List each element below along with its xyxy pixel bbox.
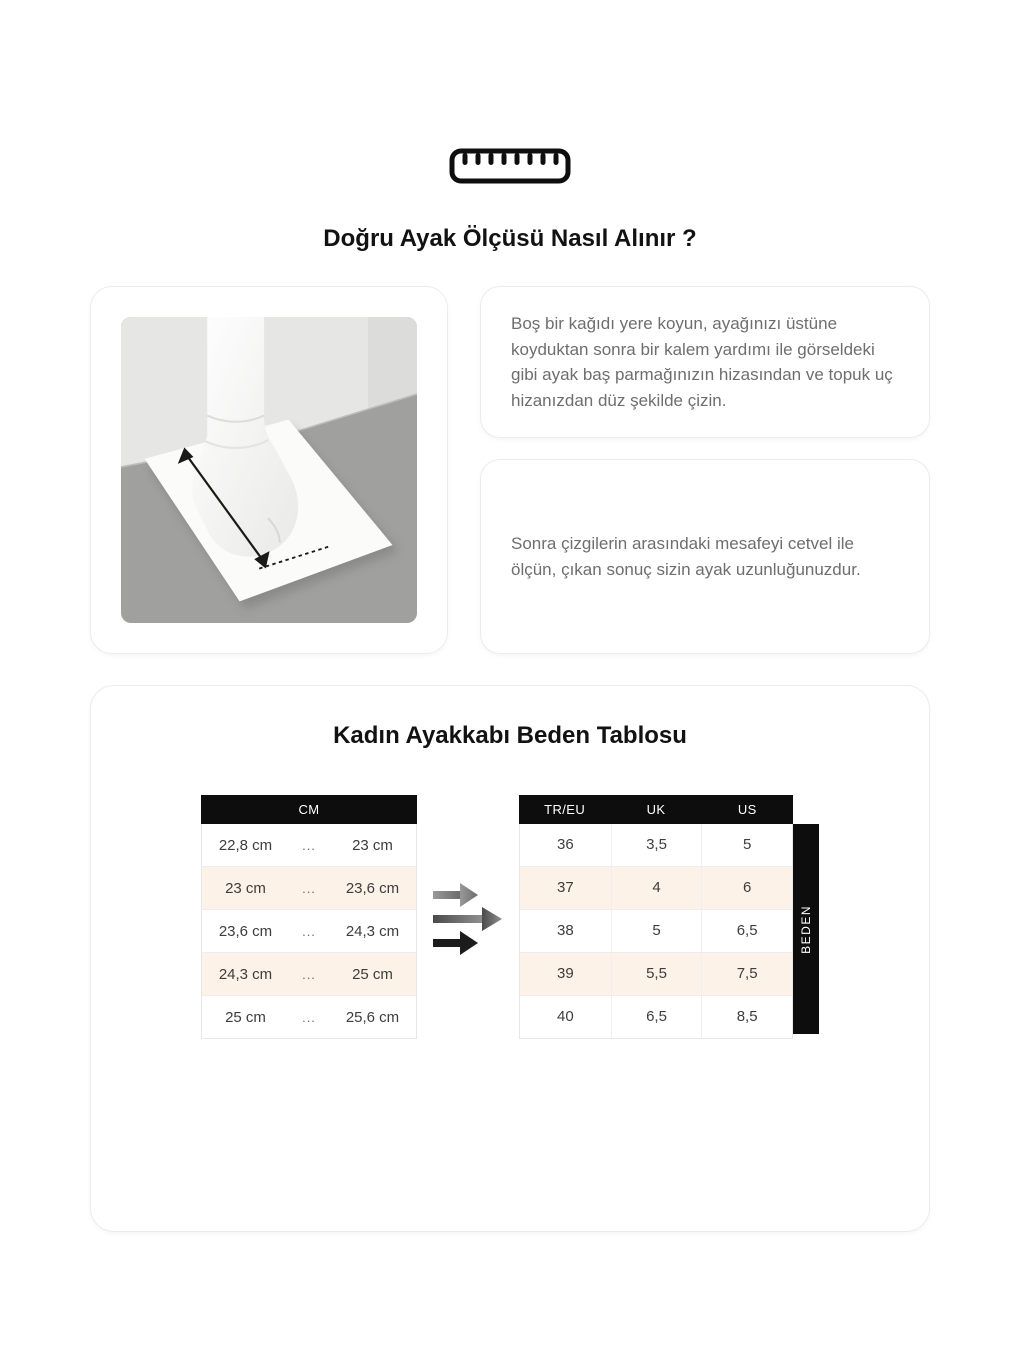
cm-range-dots: ... [302, 880, 316, 896]
cm-table-row [202, 953, 416, 996]
cm-min-value: 23,6 cm [218, 922, 273, 940]
cm-min-value: 25 cm [225, 1008, 266, 1026]
size-cell-tr-eu: 40 [556, 1008, 574, 1025]
measure-photo-card [90, 286, 448, 654]
conversion-arrows-icon [431, 882, 507, 956]
cm-table-row [202, 996, 416, 1038]
size-table-body [519, 824, 793, 1039]
size-table-row [520, 910, 792, 953]
size-table-row [520, 996, 792, 1038]
ruler-icon [449, 148, 571, 189]
size-table-header-us: US [737, 802, 757, 817]
size-conversion-table [519, 795, 793, 1039]
beden-side-bar [793, 824, 819, 1034]
cm-min-value: 22,8 cm [218, 836, 273, 854]
size-cell-uk: 5 [611, 910, 702, 952]
cm-min-value: 23 cm [225, 879, 266, 897]
beden-side-label: BEDEN [799, 904, 813, 954]
size-chart-card [90, 685, 930, 1232]
size-cell-tr-eu: 36 [556, 836, 574, 853]
instruction-text-draw: Boş bir kağıdı yere koyun, ayağınızı üstüne koyduktan sonra bir kalem yardımı ile görseldeki gibi ayak baş parmağınızın hizasından ve topuk uç hizanızdan düz şekilde çizin. [511, 314, 893, 410]
size-cell-tr-eu: 38 [556, 922, 574, 939]
page-title: Doğru Ayak Ölçüsü Nasıl Alınır ? [323, 225, 697, 252]
foot-measurement-photo [121, 317, 417, 623]
cm-table-body [201, 824, 417, 1039]
size-cell-tr-eu: 39 [556, 965, 574, 982]
size-cell-uk: 4 [611, 867, 702, 909]
cm-max-value: 25 cm [352, 965, 393, 983]
cm-max-value: 24,3 cm [345, 922, 400, 940]
cm-range-dots: ... [302, 966, 316, 982]
cm-range-dots: ... [302, 923, 316, 939]
size-table-header-tr-eu: TR/EU [544, 802, 586, 817]
cm-max-value: 23,6 cm [345, 879, 400, 897]
size-cell-tr-eu: 37 [556, 879, 574, 896]
measure-instructions-section [90, 286, 930, 654]
cm-range-dots: ... [302, 837, 316, 853]
cm-table-row [202, 824, 416, 867]
size-cell-us: 6,5 [701, 910, 792, 952]
size-table-header-uk: UK [646, 802, 666, 817]
size-table-row [520, 867, 792, 910]
cm-range-dots: ... [302, 1009, 316, 1025]
instruction-card-measure [480, 459, 930, 654]
cm-table [201, 795, 417, 1039]
size-cell-uk: 3,5 [611, 824, 702, 866]
cm-max-value: 23 cm [352, 836, 393, 854]
size-cell-us: 8,5 [701, 996, 792, 1038]
size-cell-uk: 5,5 [611, 953, 702, 995]
size-table-row [520, 953, 792, 996]
cm-min-value: 24,3 cm [218, 965, 273, 983]
cm-max-value: 25,6 cm [345, 1008, 400, 1026]
size-cell-us: 7,5 [701, 953, 792, 995]
size-cell-us: 6 [701, 867, 792, 909]
size-table-row [520, 824, 792, 867]
instruction-cards-column [480, 286, 930, 654]
size-table-header-row [519, 795, 793, 824]
size-chart-title: Kadın Ayakkabı Beden Tablosu [333, 722, 687, 749]
cm-table-row [202, 910, 416, 953]
instruction-text-measure: Sonra çizgilerin arasındaki mesafeyi cetvel ile ölçün, çıkan sonuç sizin ayak uzunluğunuzdur. [511, 534, 861, 579]
size-tables-row [91, 795, 929, 1039]
cm-table-row [202, 867, 416, 910]
size-cell-us: 5 [701, 824, 792, 866]
size-cell-uk: 6,5 [611, 996, 702, 1038]
cm-table-header: CM [201, 795, 417, 824]
instruction-card-draw [480, 286, 930, 438]
